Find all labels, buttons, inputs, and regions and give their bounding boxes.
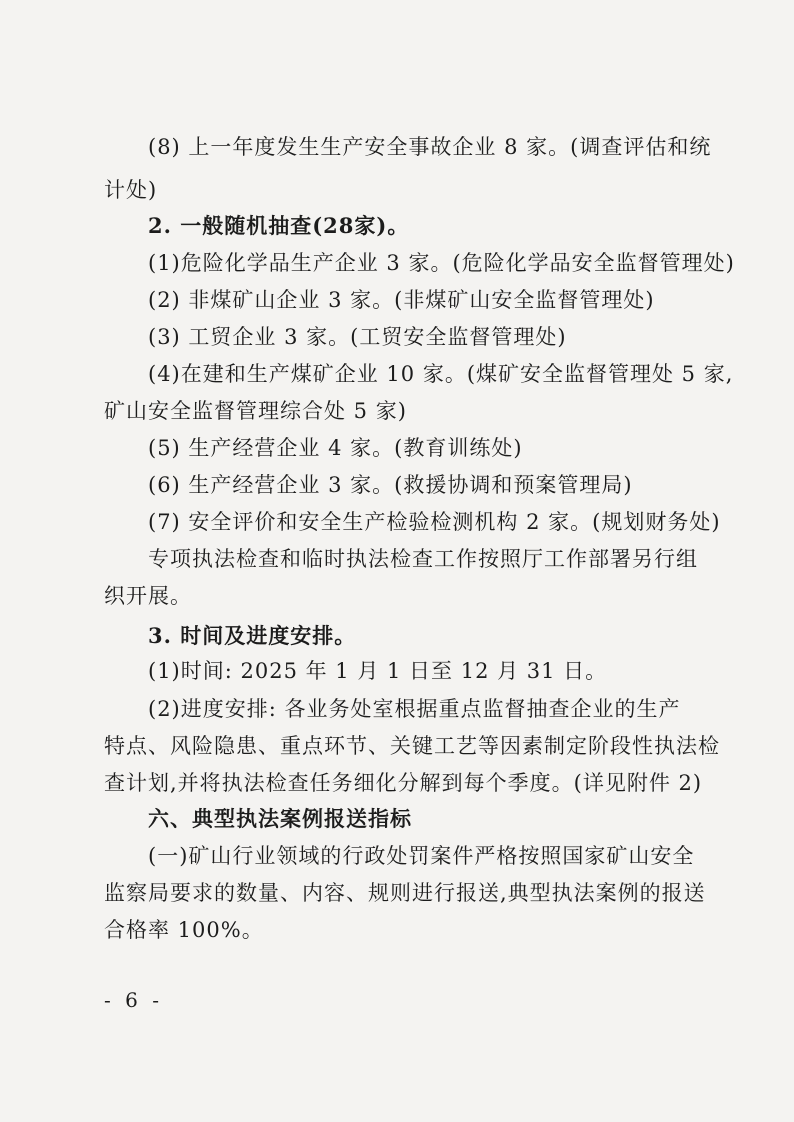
list-item: (6) 生产经营企业 3 家。(救援协调和预案管理局)	[148, 473, 633, 497]
paragraph-line: 监察局要求的数量、内容、规则进行报送,典型执法案例的报送	[104, 881, 706, 905]
list-item: (2)进度安排: 各业务处室根据重点监督抽查企业的生产	[148, 697, 681, 721]
list-item-continuation: 特点、风险隐患、重点环节、关键工艺等因素制定阶段性执法检	[104, 734, 720, 758]
page-number: - 6 -	[104, 988, 163, 1012]
list-item: (1)危险化学品生产企业 3 家。(危险化学品安全监督管理处)	[148, 251, 735, 275]
paragraph-line: 织开展。	[104, 584, 192, 608]
list-item: (4)在建和生产煤矿企业 10 家。(煤矿安全监督管理处 5 家,	[148, 362, 734, 386]
list-item-continuation: 矿山安全监督管理综合处 5 家)	[104, 399, 407, 423]
paragraph-line: 计处)	[104, 178, 158, 202]
paragraph-line: (8) 上一年度发生生产安全事故企业 8 家。(调查评估和统	[148, 135, 712, 159]
list-item: (2) 非煤矿山企业 3 家。(非煤矿山安全监督管理处)	[148, 288, 655, 312]
list-item: (5) 生产经营企业 4 家。(教育训练处)	[148, 436, 523, 460]
list-item: (7) 安全评价和安全生产检验检测机构 2 家。(规划财务处)	[148, 510, 721, 534]
chapter-heading: 六、典型执法案例报送指标	[148, 806, 412, 831]
list-item: (3) 工贸企业 3 家。(工贸安全监督管理处)	[148, 325, 567, 349]
paragraph-line: 合格率 100%。	[104, 918, 264, 942]
list-item: (1)时间: 2025 年 1 月 1 日至 12 月 31 日。	[148, 659, 608, 683]
section-heading: 3. 时间及进度安排。	[148, 623, 357, 648]
paragraph-line: 专项执法检查和临时执法检查工作按照厅工作部署另行组	[148, 547, 698, 571]
section-heading: 2. 一般随机抽查(28家)。	[148, 213, 410, 238]
paragraph-line: (一)矿山行业领域的行政处罚案件严格按照国家矿山安全	[148, 844, 695, 868]
list-item-continuation: 查计划,并将执法检查任务细化分解到每个季度。(详见附件 2)	[104, 771, 703, 795]
